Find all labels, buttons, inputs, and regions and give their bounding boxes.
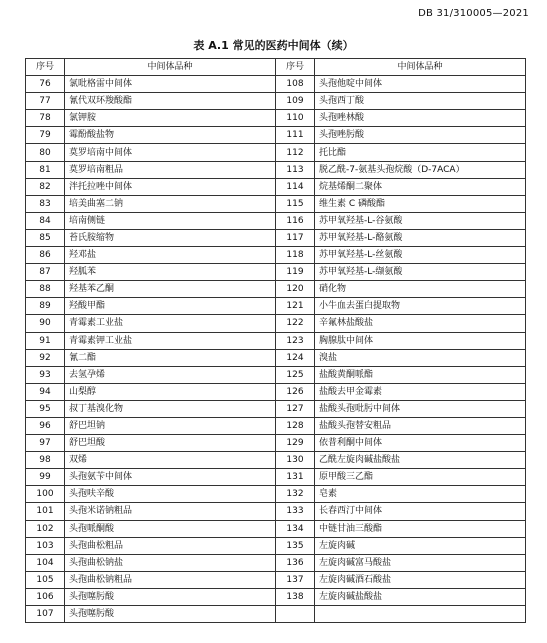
intermediate-name-right: 盐酸黄酮哌酯 [315, 366, 526, 383]
row-number-right: 135 [276, 537, 315, 554]
table-row [26, 503, 526, 520]
intermediate-name-left: 青霉素工业盐 [65, 315, 276, 332]
table-row [26, 435, 526, 452]
intermediate-name-left: 头孢哌酮酸 [65, 520, 276, 537]
row-number-right: 129 [276, 435, 315, 452]
intermediate-name-right: 左旋肉碱富马酸盐 [315, 554, 526, 571]
intermediate-name-right: 头孢唑林酸 [315, 110, 526, 127]
row-number-right: 134 [276, 520, 315, 537]
intermediate-name-left: 羟邓盐 [65, 247, 276, 264]
row-number-right: 112 [276, 144, 315, 161]
column-header-name-left: 中间体品种 [65, 59, 276, 76]
intermediate-name-right: 托比酯 [315, 144, 526, 161]
row-number-left: 102 [26, 520, 65, 537]
row-number-right: 136 [276, 554, 315, 571]
column-header-no-left: 序号 [26, 59, 65, 76]
intermediate-name-left: 培美曲塞二钠 [65, 195, 276, 212]
intermediate-name-left: 青霉素钾工业盐 [65, 332, 276, 349]
intermediate-name-left: 氯钾胺 [65, 110, 276, 127]
row-number-left: 106 [26, 588, 65, 605]
table-row [26, 606, 526, 623]
intermediate-name-right: 胸腺肽中间体 [315, 332, 526, 349]
intermediate-name-left: 头孢曲松钠盐 [65, 554, 276, 571]
intermediate-name-left: 头孢噻肟酸 [65, 588, 276, 605]
intermediate-name-left: 泮托拉唑中间体 [65, 178, 276, 195]
table-row [26, 349, 526, 366]
intermediate-name-left: 去氢孕烯 [65, 366, 276, 383]
intermediate-name-left: 舒巴坦钠 [65, 417, 276, 434]
table-row [26, 417, 526, 434]
table-title: 表 A.1 常见的医药中间体（续） [193, 39, 354, 52]
row-number-right: 113 [276, 161, 315, 178]
table-row [26, 195, 526, 212]
row-number-right: 126 [276, 383, 315, 400]
intermediate-name-right: 小牛血去蛋白提取物 [315, 298, 526, 315]
intermediate-name-right: 苏甲氧羟基-L-缬氨酸 [315, 264, 526, 281]
intermediate-name-left: 叔丁基溴化物 [65, 400, 276, 417]
table-row [26, 264, 526, 281]
intermediate-name-right: 头孢西丁酸 [315, 93, 526, 110]
intermediate-name-left: 山梨醇 [65, 383, 276, 400]
intermediate-name-left: 头孢噻肟酸 [65, 606, 276, 623]
column-header-no-right: 序号 [276, 59, 315, 76]
row-number-left: 90 [26, 315, 65, 332]
intermediates-table [25, 58, 526, 623]
intermediate-name-right: 脱乙酰-7-氨基头孢烷酸（D-7ACA） [315, 161, 526, 178]
intermediate-name-left: 羟基苯乙酮 [65, 281, 276, 298]
intermediate-name-left: 头孢曲松粗品 [65, 537, 276, 554]
intermediate-name-right: 头孢唑肟酸 [315, 127, 526, 144]
row-number-left: 98 [26, 452, 65, 469]
table-row [26, 452, 526, 469]
intermediate-name-right: 中链甘油三酸酯 [315, 520, 526, 537]
table-row [26, 571, 526, 588]
intermediate-name-right: 溴盐 [315, 349, 526, 366]
row-number-right: 131 [276, 469, 315, 486]
intermediate-name-left: 羟胍苯 [65, 264, 276, 281]
row-number-right: 125 [276, 366, 315, 383]
intermediate-name-right: 乙酰左旋肉碱盐酸盐 [315, 452, 526, 469]
row-number-left: 76 [26, 76, 65, 93]
intermediate-name-left: 双烯 [65, 452, 276, 469]
row-number-right: 133 [276, 503, 315, 520]
intermediate-name-left: 头孢氨苄中间体 [65, 469, 276, 486]
row-number-left: 93 [26, 366, 65, 383]
row-number-right: 127 [276, 400, 315, 417]
intermediate-name-right: 原甲酸三乙酯 [315, 469, 526, 486]
row-number-right: 123 [276, 332, 315, 349]
row-number-left: 97 [26, 435, 65, 452]
row-number-right: 115 [276, 195, 315, 212]
table-row [26, 588, 526, 605]
row-number-right: 137 [276, 571, 315, 588]
table-row [26, 520, 526, 537]
intermediate-name-right: 左旋肉碱 [315, 537, 526, 554]
table-row [26, 298, 526, 315]
table-row [26, 229, 526, 246]
row-number-right: 111 [276, 127, 315, 144]
intermediate-name-left: 羟酸甲酯 [65, 298, 276, 315]
table-row [26, 281, 526, 298]
table-row [26, 76, 526, 93]
row-number-left: 85 [26, 229, 65, 246]
row-number-left: 99 [26, 469, 65, 486]
row-number-right: 119 [276, 264, 315, 281]
intermediate-name-right: 头孢他啶中间体 [315, 76, 526, 93]
row-number-left: 78 [26, 110, 65, 127]
row-number-right: 128 [276, 417, 315, 434]
row-number-left: 107 [26, 606, 65, 623]
row-number-left: 79 [26, 127, 65, 144]
row-number-left: 92 [26, 349, 65, 366]
row-number-left: 91 [26, 332, 65, 349]
column-header-name-right: 中间体品种 [315, 59, 526, 76]
intermediate-name-left: 莫罗培南粗品 [65, 161, 276, 178]
intermediate-name-right [315, 606, 526, 623]
row-number-right: 120 [276, 281, 315, 298]
row-number-right: 110 [276, 110, 315, 127]
table-row [26, 93, 526, 110]
intermediate-name-left: 头孢曲松钠粗品 [65, 571, 276, 588]
intermediate-name-right: 烷基烯酮二聚体 [315, 178, 526, 195]
row-number-right: 117 [276, 229, 315, 246]
row-number-right [276, 606, 315, 623]
row-number-right: 118 [276, 247, 315, 264]
table-row [26, 247, 526, 264]
row-number-left: 83 [26, 195, 65, 212]
row-number-right: 108 [276, 76, 315, 93]
row-number-right: 114 [276, 178, 315, 195]
intermediate-name-right: 左旋肉碱盐酸盐 [315, 588, 526, 605]
row-number-left: 96 [26, 417, 65, 434]
row-number-left: 94 [26, 383, 65, 400]
table-row [26, 400, 526, 417]
intermediate-name-right: 硝化物 [315, 281, 526, 298]
row-number-left: 95 [26, 400, 65, 417]
row-number-left: 89 [26, 298, 65, 315]
row-number-right: 130 [276, 452, 315, 469]
intermediate-name-right: 盐酸去甲金霉素 [315, 383, 526, 400]
intermediate-name-right: 皂素 [315, 486, 526, 503]
row-number-left: 103 [26, 537, 65, 554]
row-number-left: 88 [26, 281, 65, 298]
table-row [26, 315, 526, 332]
intermediate-name-right: 依普利酮中间体 [315, 435, 526, 452]
table-header-row [26, 59, 526, 76]
table-row [26, 144, 526, 161]
intermediate-name-right: 辛氟林盐酸盐 [315, 315, 526, 332]
table-row [26, 161, 526, 178]
intermediate-name-left: 氰二酯 [65, 349, 276, 366]
row-number-right: 132 [276, 486, 315, 503]
intermediate-name-right: 盐酸头孢吡肟中间体 [315, 400, 526, 417]
row-number-left: 86 [26, 247, 65, 264]
row-number-left: 105 [26, 571, 65, 588]
intermediate-name-right: 左旋肉碱酒石酸盐 [315, 571, 526, 588]
intermediate-name-right: 维生素 C 磷酸酯 [315, 195, 526, 212]
row-number-right: 138 [276, 588, 315, 605]
row-number-left: 81 [26, 161, 65, 178]
table-row [26, 178, 526, 195]
intermediate-name-right: 长春西汀中间体 [315, 503, 526, 520]
table-row [26, 127, 526, 144]
intermediate-name-left: 头孢呋辛酸 [65, 486, 276, 503]
intermediate-name-right: 盐酸头孢替安粗品 [315, 417, 526, 434]
intermediate-name-left: 头孢米诺钠粗品 [65, 503, 276, 520]
intermediate-name-right: 苏甲氧羟基-L-丝氨酸 [315, 247, 526, 264]
table-row [26, 110, 526, 127]
row-number-left: 104 [26, 554, 65, 571]
table-row [26, 332, 526, 349]
intermediate-name-right: 苏甲氧羟基-L-酪氨酸 [315, 229, 526, 246]
table-row [26, 212, 526, 229]
intermediate-name-left: 培南侧链 [65, 212, 276, 229]
intermediate-name-left: 舒巴坦酸 [65, 435, 276, 452]
row-number-left: 87 [26, 264, 65, 281]
row-number-left: 82 [26, 178, 65, 195]
table-row [26, 554, 526, 571]
row-number-left: 80 [26, 144, 65, 161]
table-row [26, 383, 526, 400]
row-number-left: 84 [26, 212, 65, 229]
row-number-left: 100 [26, 486, 65, 503]
row-number-right: 109 [276, 93, 315, 110]
row-number-left: 101 [26, 503, 65, 520]
table-row [26, 366, 526, 383]
row-number-right: 122 [276, 315, 315, 332]
table-row [26, 469, 526, 486]
intermediate-name-left: 氰代双环羧酸酯 [65, 93, 276, 110]
document-code: DB 31/310005—2021 [418, 8, 529, 19]
intermediate-name-left: 苔氏胺缩物 [65, 229, 276, 246]
table-row [26, 486, 526, 503]
intermediate-name-left: 氯吡格雷中间体 [65, 76, 276, 93]
row-number-right: 116 [276, 212, 315, 229]
table-row [26, 537, 526, 554]
row-number-right: 121 [276, 298, 315, 315]
intermediate-name-left: 莫罗培南中间体 [65, 144, 276, 161]
row-number-right: 124 [276, 349, 315, 366]
intermediate-name-right: 苏甲氧羟基-L-谷氨酸 [315, 212, 526, 229]
intermediate-name-left: 霉酚酸盐物 [65, 127, 276, 144]
row-number-left: 77 [26, 93, 65, 110]
